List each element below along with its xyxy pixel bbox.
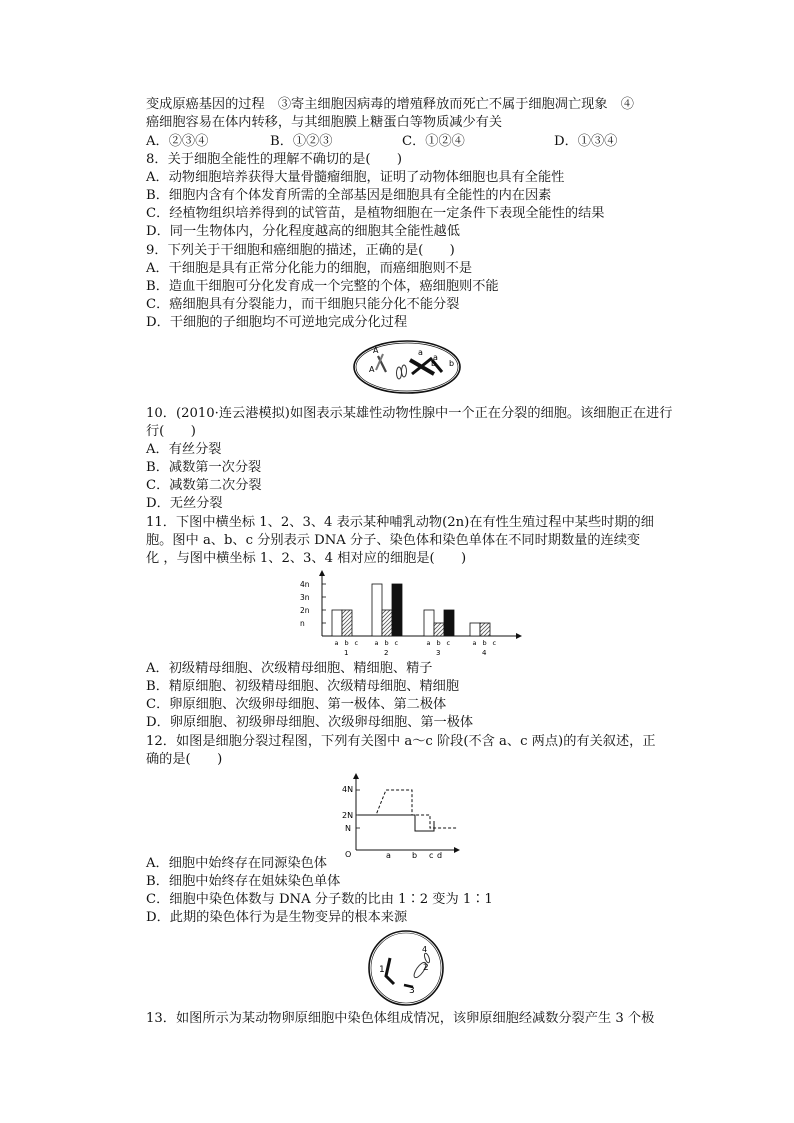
fig10-label: A — [369, 365, 375, 374]
q12-line-graph — [340, 770, 460, 858]
bar-a-group-1 — [332, 610, 342, 636]
q10-option-a[interactable]: A．有丝分裂 — [146, 442, 222, 457]
q12-option-a[interactable]: A．细胞中始终存在同源染色体 — [146, 856, 327, 871]
q10-stem-line-1: 10．(2010·连云港模拟)如图表示某雄性动物性腺中一个正在分裂的细胞。该细胞正在进行 — [146, 406, 673, 421]
q8-stem: 8．关于细胞全能性的理解不确切的是( ) — [146, 152, 403, 167]
x-tick-d: d — [437, 851, 443, 858]
fig10-label: a — [418, 348, 423, 357]
group-label: 4 — [482, 649, 487, 657]
q7-text-line-1: 变成原癌基因的过程 ③寄主细胞因病毒的增殖释放而死亡不属于细胞凋亡现象 ④ — [146, 97, 634, 112]
q12-option-b[interactable]: B．细胞中始终存在姐妹染色单体 — [146, 874, 341, 889]
q11-bar-chart — [294, 570, 524, 658]
group-label: 1 — [344, 649, 349, 657]
q10-option-b[interactable]: B．减数第一次分裂 — [146, 460, 262, 475]
bar-series-label: c — [492, 639, 497, 647]
bar-series-label: a — [426, 639, 431, 647]
q7-option-d[interactable]: D．①③④ — [554, 134, 618, 149]
fig13-label-3: 3 — [409, 986, 415, 996]
q11-stem-line-1: 11．下图中横坐标 1、2、3、4 表示某种哺乳动物(2n)在有性生殖过程中某些时期的细 — [146, 515, 654, 530]
origin-label: O — [345, 850, 352, 858]
bar-b-group-3 — [434, 623, 444, 636]
bar-series-label: b — [436, 639, 441, 647]
q7-option-c[interactable]: C．①②④ — [402, 134, 465, 149]
fig10-label: a — [433, 353, 438, 362]
bar-series-label: a — [374, 639, 379, 647]
y-tick-label: n — [300, 619, 305, 628]
x-tick-b: b — [412, 851, 418, 858]
fig10-label: b — [449, 359, 455, 368]
q13-stem-line-1: 13．如图所示为某动物卵原细胞中染色体组成情况，该卵原细胞经减数分裂产生 3 个极 — [146, 1011, 655, 1026]
chromosome-line — [358, 815, 434, 831]
x-tick-c: c — [429, 851, 434, 858]
y-tick-label: 3n — [300, 593, 310, 602]
bar-b-group-2 — [382, 610, 392, 636]
y-tick-label: 2n — [300, 606, 310, 615]
q9-option-a[interactable]: A．干细胞是具有正常分化能力的细胞，而癌细胞则不是 — [146, 261, 473, 276]
q9-option-b[interactable]: B．造血干细胞可分化发育成一个完整的个体，癌细胞则不能 — [146, 279, 499, 294]
bar-a-group-2 — [372, 584, 382, 636]
bar-c-group-2 — [392, 584, 402, 636]
q9-option-c[interactable]: C．癌细胞具有分裂能力，而干细胞只能分化不能分裂 — [146, 297, 460, 312]
q11-option-a[interactable]: A．初级精母细胞、次级精母细胞、精细胞、精子 — [146, 661, 433, 676]
x-tick-a: a — [386, 851, 391, 858]
q8-option-d[interactable]: D．同一生物体内，分化程度越高的细胞其全能性越低 — [146, 224, 460, 239]
q11-option-c[interactable]: C．卵原细胞、次级卵母细胞、第一极体、第二极体 — [146, 697, 447, 712]
y-tick-2n: 2N — [342, 811, 354, 820]
y-tick-label: 4n — [300, 580, 310, 589]
q10-option-c[interactable]: C．减数第二次分裂 — [146, 478, 262, 493]
x-axis-arrow — [454, 847, 460, 853]
y-tick-4n: 4N — [342, 785, 354, 794]
q10-option-d[interactable]: D．无丝分裂 — [146, 496, 223, 511]
bar-series-label: c — [354, 639, 359, 647]
bar-b-group-1 — [342, 610, 352, 636]
q10-stem-line-2: 行( ) — [146, 424, 196, 439]
group-label: 2 — [384, 649, 389, 657]
bar-series-label: b — [384, 639, 389, 647]
bar-a-group-3 — [424, 610, 434, 636]
q9-stem: 9．下列关于干细胞和癌细胞的描述，正确的是( ) — [146, 243, 455, 258]
q8-option-c[interactable]: C．经植物组织培养得到的试管苗，是植物细胞在一定条件下表现全能性的结果 — [146, 206, 605, 221]
q10-cell-figure — [352, 338, 462, 396]
group-label: 3 — [436, 649, 441, 657]
q8-option-a[interactable]: A．动物细胞培养获得大量骨髓瘤细胞，证明了动物体细胞也具有全能性 — [146, 170, 565, 185]
bar-series-label: b — [344, 639, 349, 647]
q12-option-d[interactable]: D．此期的染色体行为是生物变异的根本来源 — [146, 910, 408, 925]
bar-b-group-4 — [480, 623, 490, 636]
chromosome-4 — [423, 953, 430, 964]
q8-option-b[interactable]: B．细胞内含有个体发育所需的全部基因是细胞具有全能性的内在因素 — [146, 188, 552, 203]
bar-series-label: c — [446, 639, 451, 647]
q7-text-line-2: 癌细胞容易在体内转移，与其细胞膜上糖蛋白等物质减少有关 — [146, 115, 503, 130]
y-tick-n: N — [345, 824, 351, 833]
q11-option-b[interactable]: B．精原细胞、初级精母细胞、次级精母细胞、精细胞 — [146, 679, 460, 694]
q12-stem-line-2: 确的是( ) — [146, 752, 223, 767]
bar-series-label: a — [334, 639, 339, 647]
bar-series-label: a — [472, 639, 477, 647]
fig13-label-2: 2 — [423, 963, 429, 973]
chromosome-1 — [386, 958, 394, 984]
y-axis-arrow — [353, 773, 359, 779]
q11-stem-line-3: 化 ，与图中横坐标 1、2、3、4 相对应的细胞是( ) — [146, 551, 467, 566]
x-axis-arrow — [516, 633, 522, 639]
fig13-label-1: 1 — [379, 965, 385, 975]
y-axis-arrow — [319, 570, 325, 576]
dna-line — [358, 790, 458, 828]
bar-a-group-4 — [470, 623, 480, 636]
q13-cell-figure — [366, 930, 446, 1008]
q11-option-d[interactable]: D．卵原细胞、初级卵母细胞、次级卵母细胞、第一极体 — [146, 715, 474, 730]
q12-stem-line-1: 12．如图是细胞分裂过程图，下列有关图中 a～c 阶段(不含 a、c 两点)的有关叙述，正 — [146, 734, 656, 749]
bar-series-label: c — [394, 639, 399, 647]
q12-option-c[interactable]: C．细胞中染色体数与 DNA 分子数的比由 1∶2 变为 1∶1 — [146, 892, 493, 907]
fig10-label: b — [431, 359, 437, 368]
q9-option-d[interactable]: D．干细胞的子细胞均不可逆地完成分化过程 — [146, 315, 408, 330]
q7-option-a[interactable]: A．②③④ — [146, 134, 209, 149]
fig10-label: A — [373, 346, 379, 355]
q7-option-b[interactable]: B．①②③ — [270, 134, 333, 149]
bar-c-group-3 — [444, 610, 454, 636]
q11-stem-line-2: 胞。图中 a、b、c 分别表示 DNA 分子、染色体和染色单体在不同时期数量的连续变 — [146, 533, 641, 548]
bar-series-label: b — [482, 639, 487, 647]
fig13-label-4: 4 — [422, 945, 428, 954]
